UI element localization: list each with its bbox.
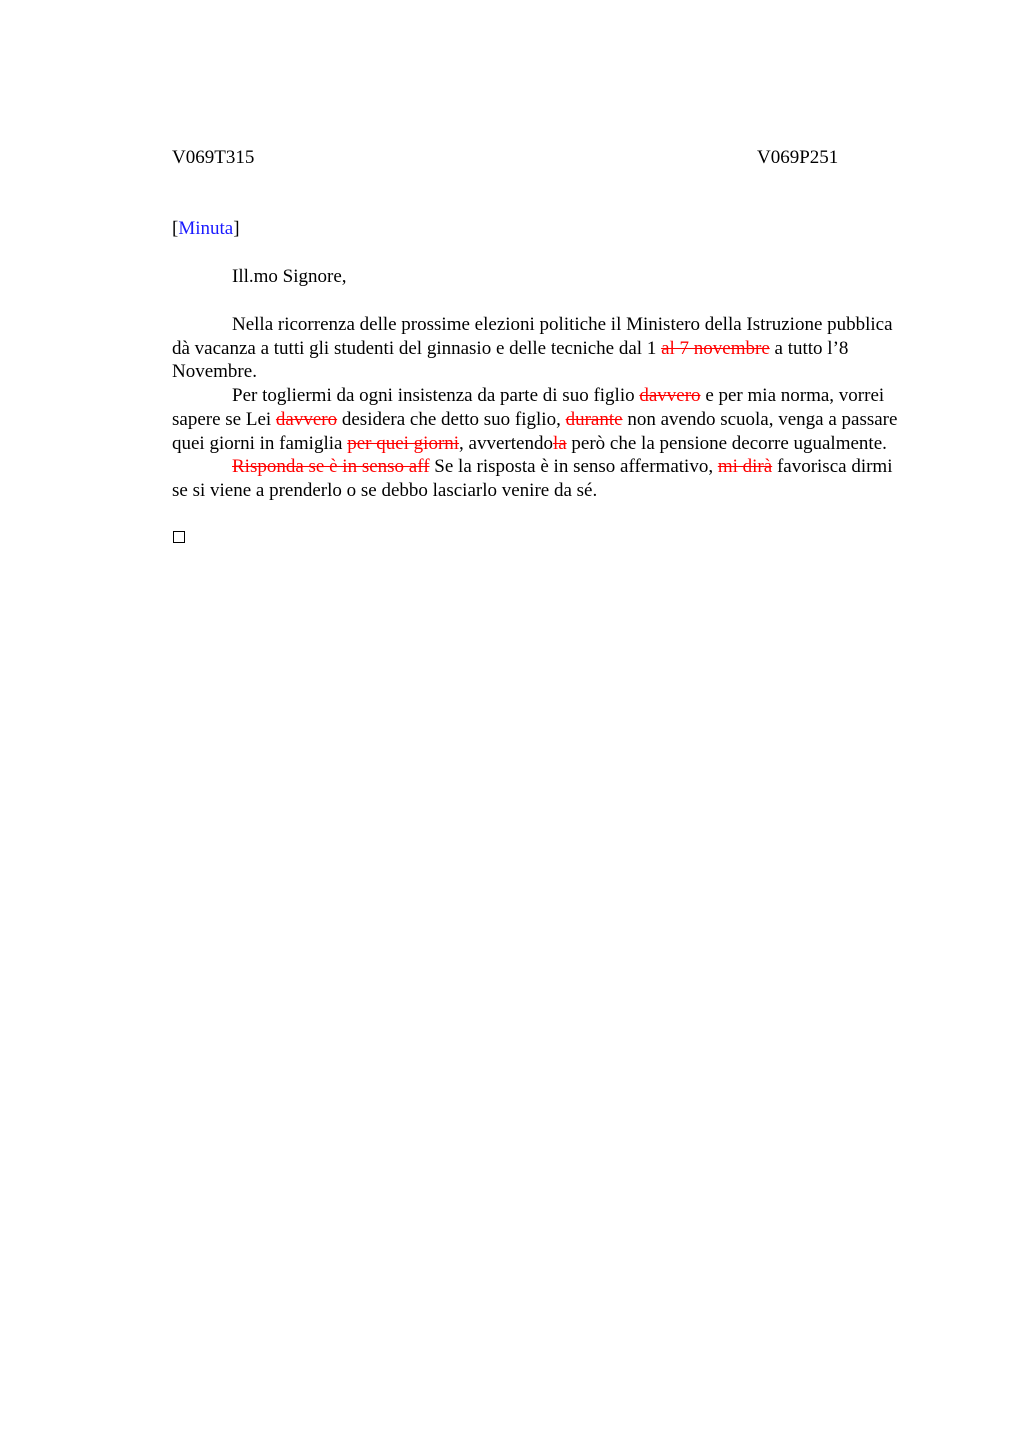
text-segment: favorisca dirmi se si viene a prenderlo o se debbo lasciarlo venire da sé. <box>172 456 893 501</box>
text-segment: Se la risposta è in senso affermativo, <box>429 456 718 478</box>
document-code-left: V069T315 <box>172 147 255 168</box>
text-segment: però che la pensione decorre ugualmente. <box>566 432 887 454</box>
paragraph-1 <box>172 313 912 384</box>
deleted-text: al 7 novembre <box>661 337 770 359</box>
paragraph-2 <box>172 384 912 455</box>
minuta-word: Minuta <box>178 218 234 239</box>
deleted-text: davvero <box>275 408 338 430</box>
checkbox-icon <box>173 531 185 543</box>
paragraph-3 <box>172 455 912 502</box>
salutation: Ill.mo Signore, <box>232 266 347 287</box>
minuta-label <box>172 218 240 240</box>
text-segment: desidera che detto suo figlio, <box>337 408 566 430</box>
deleted-text: la <box>552 432 567 454</box>
deleted-text: durante <box>565 408 623 430</box>
text-segment: Per togliermi da ogni insistenza da parte di suo figlio <box>232 385 640 407</box>
text-segment: , avvertendo <box>459 432 553 454</box>
deleted-text: davvero <box>639 385 701 407</box>
bracket-close: ] <box>233 218 240 239</box>
bracket-open: [ <box>172 218 179 239</box>
text-segment: Nella ricorrenza delle prossime elezioni politiche il Ministero della Istruzione pubblica dà vacanza a tutti gli studenti del ginnasio e delle tecniche dal 1 <box>172 314 893 359</box>
text-segment: non avendo scuola, venga a passare quei giorni in famiglia <box>172 408 898 454</box>
text-segment: a tutto l’8 Novembre. <box>172 337 849 383</box>
text-segment: e per mia norma, vorrei sapere se Lei <box>172 385 885 430</box>
document-code-right: V069P251 <box>757 147 839 168</box>
letter-body <box>172 313 912 503</box>
deleted-text: per quei giorni <box>347 432 460 454</box>
deleted-text: mi dirà <box>717 456 773 478</box>
deleted-text: Risponda se è in senso aff <box>232 456 430 478</box>
